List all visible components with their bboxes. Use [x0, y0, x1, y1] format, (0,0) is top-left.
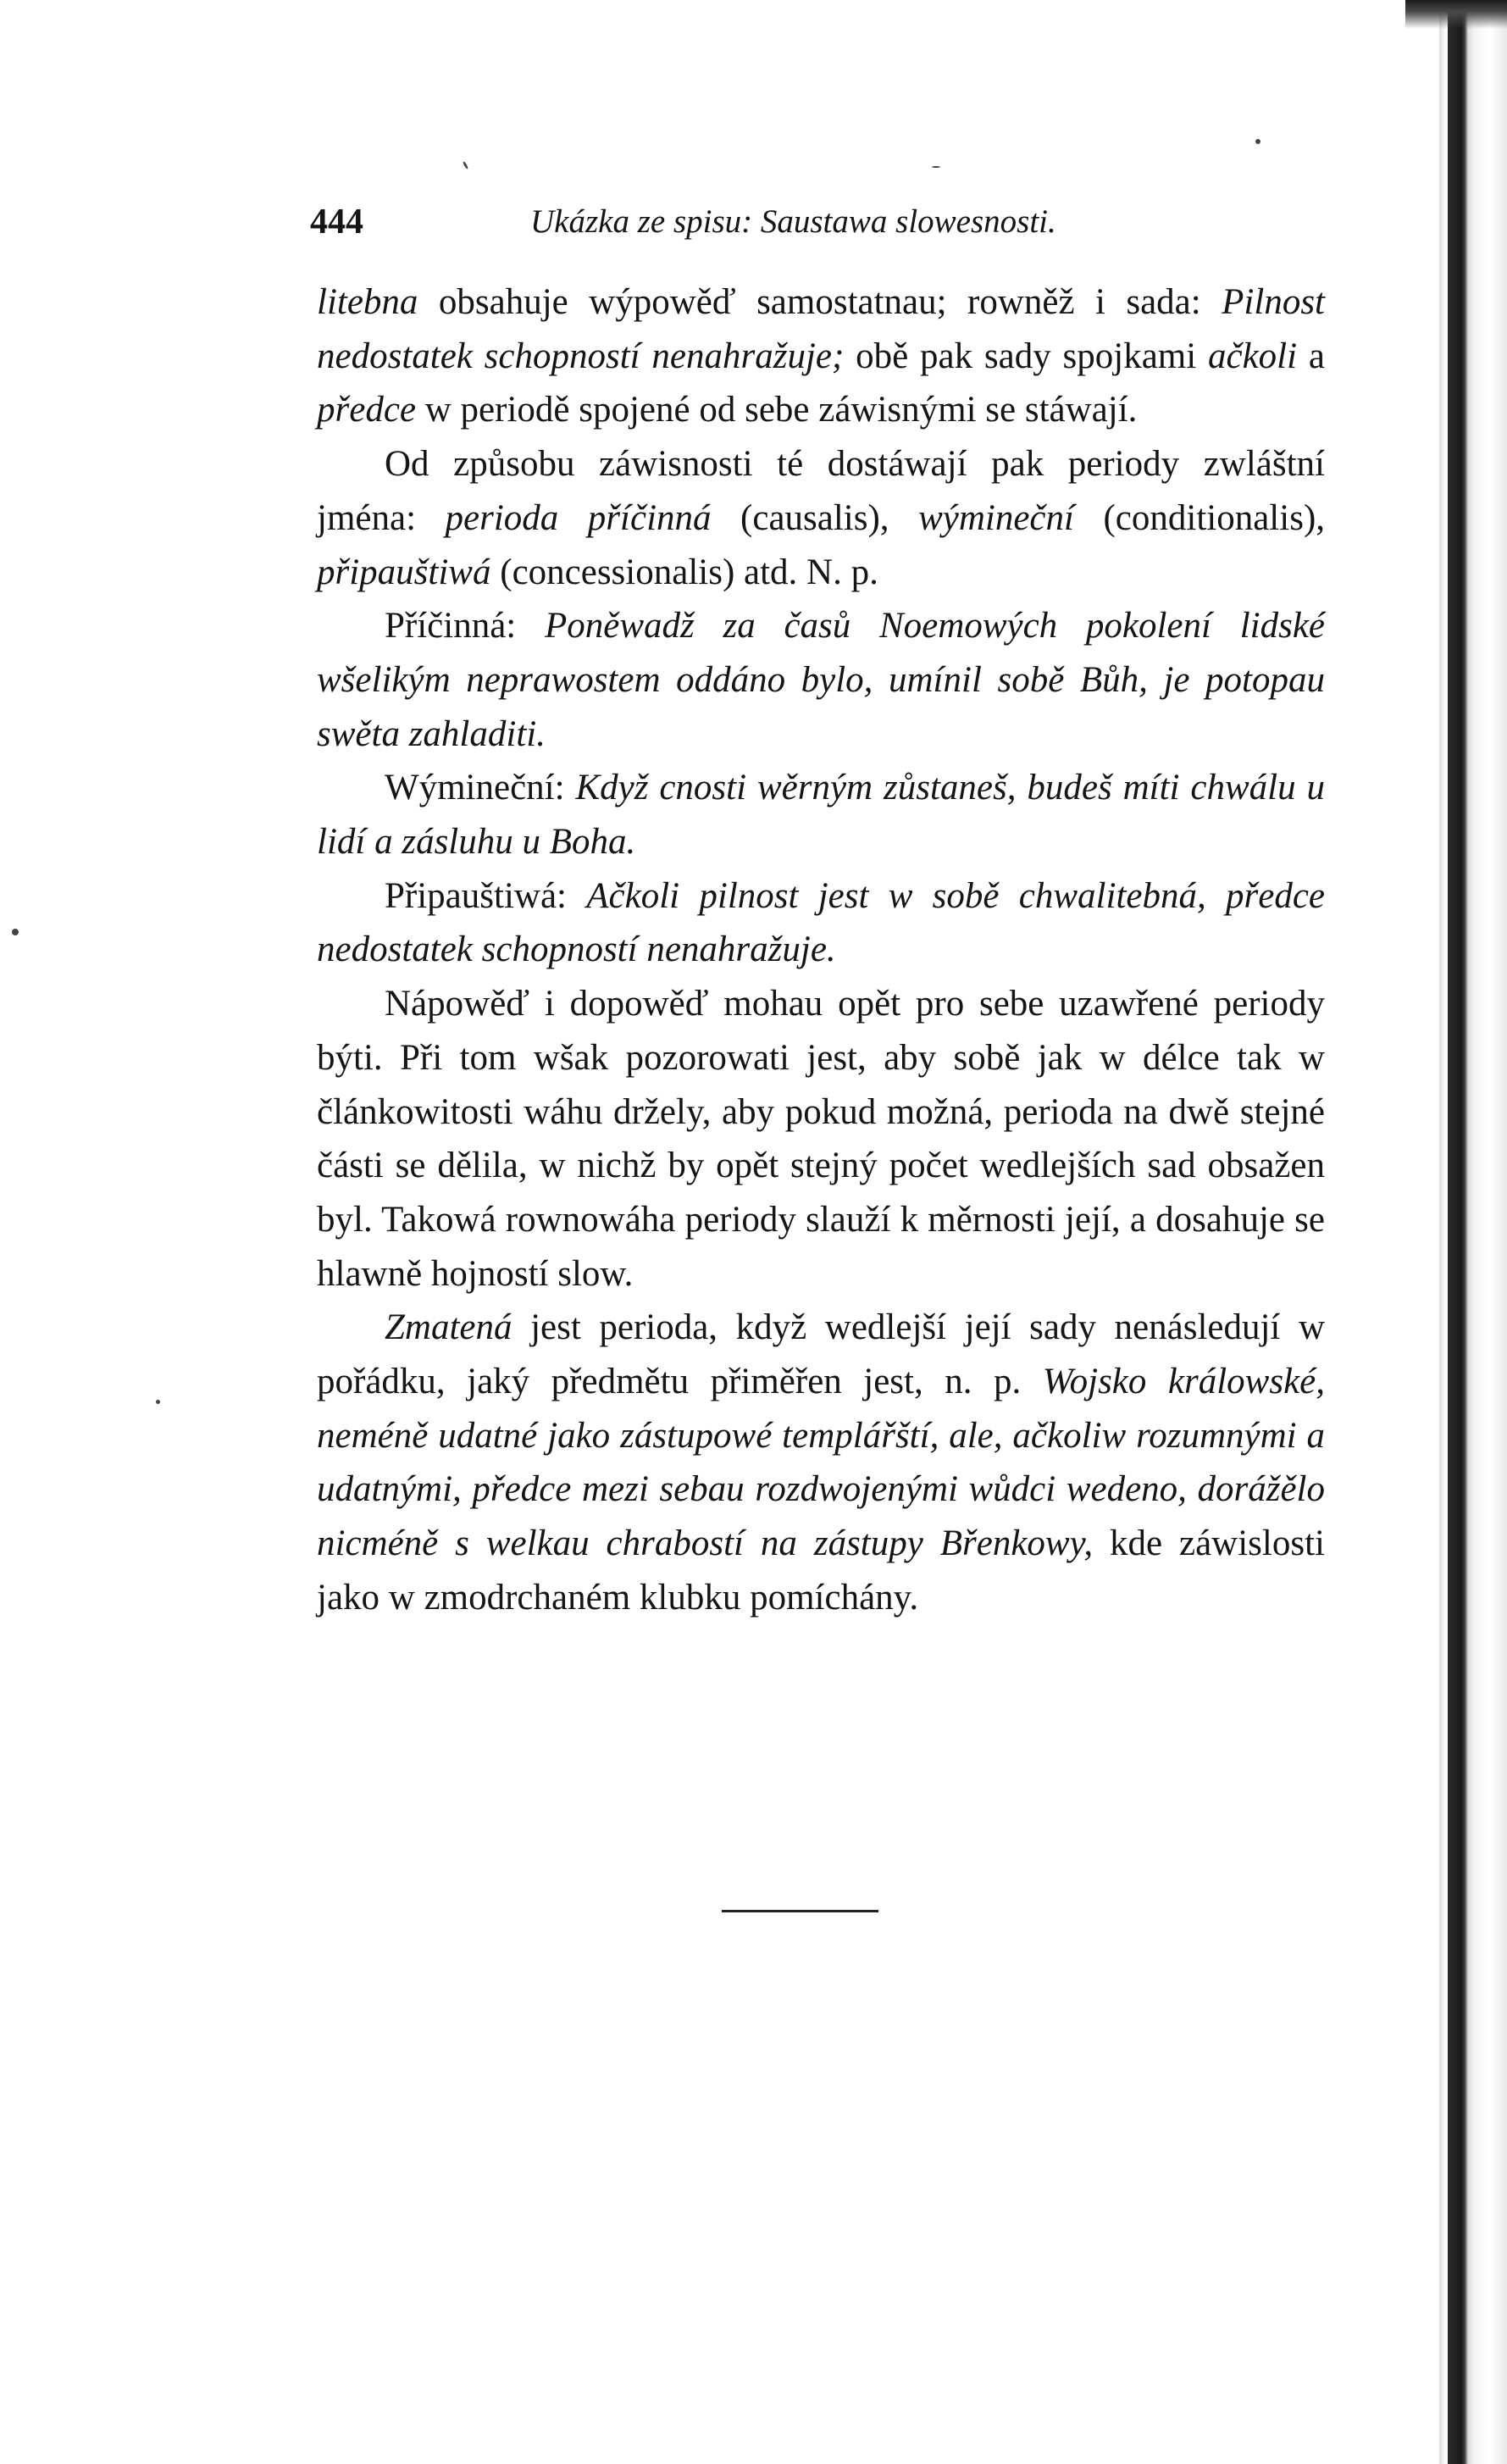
italic-run: litebna	[317, 282, 418, 322]
print-speck	[463, 161, 469, 169]
running-head	[310, 197, 1327, 247]
paragraph-7-zmatena	[317, 1301, 1325, 1624]
print-speck	[12, 929, 19, 935]
italic-run: připauštiwá	[317, 552, 491, 592]
italic-run: Wojsko králowské, neméně udatné jako zástupowé templářští, ale, ačkoliw rozumnými a udatnými, předce mezi sebau rozdwojenými wůdci wedeno, dorážělo nicméně s welkau chrabostí na zástupy Břenkowy,	[317, 1362, 1325, 1564]
print-speck	[932, 166, 940, 168]
closing-rule	[722, 1910, 878, 1912]
text-run: (concessionalis) atd. N. p.	[490, 552, 878, 592]
text-run: kde záwislosti jako w zmodrchaném klubku pomíchány.	[317, 1523, 1325, 1618]
text-run: Příčinná:	[385, 606, 545, 647]
text-run: w periodě spojené od sebe záwisnými se stáwají.	[416, 390, 1138, 430]
page-number: 444	[310, 203, 363, 241]
print-speck	[156, 1400, 160, 1404]
text-run: Připauštiwá:	[385, 875, 587, 916]
text-run: Wýmineční:	[385, 768, 576, 808]
italic-run: ačkoli	[1208, 336, 1298, 376]
text-run: obě pak sady spojkami	[844, 336, 1209, 376]
italic-run: Ačkoli pilnost jest w sobě chwalitebná, předce nedostatek schopností nenahražuje.	[317, 875, 1325, 970]
paragraph-4-wyminecni	[317, 761, 1325, 869]
text-run: (causalis),	[711, 497, 919, 538]
paragraph-3-pricinna	[317, 599, 1325, 761]
print-speck	[1255, 139, 1260, 144]
paragraph-2	[317, 437, 1325, 599]
paragraph-1	[317, 275, 1325, 437]
text-run: Od způsobu záwisnosti té dostáwají pak periody zwláštní jména:	[317, 444, 1325, 538]
text-run: jest perioda, když wedlejší její sady nenásledují w pořádku, jaký předmětu přiměřen jest, n. p.	[317, 1307, 1325, 1402]
italic-run: perioda příčinná	[445, 497, 712, 538]
italic-run: Pilnost nedostatek schopností nenahražuje;	[317, 282, 1325, 376]
running-head-title: Ukázka ze spisu: Saustawa slowesnosti.	[530, 203, 1056, 240]
body-text	[317, 275, 1325, 1625]
paragraph-6	[317, 977, 1325, 1301]
italic-run: Poněwadž za časů Noemowých pokolení lidské wšelikým neprawostem oddáno bylo, umínil sobě Bůh, je potopau swěta zahladiti.	[317, 606, 1325, 754]
paragraph-5-pripaustiwa	[317, 869, 1325, 977]
italic-run: Když cnosti wěrným zůstaneš, budeš míti chwálu u lidí a zásluhu u Boha.	[317, 768, 1326, 863]
text-run: a	[1297, 336, 1325, 376]
text-run: Nápowěď i dopowěď mohau opět pro sebe uzawřené periody býti. Při tom wšak pozorowati jest, aby sobě jak w délce tak w článkowitosti wáhu držely, aby pokud možná, perioda na dwě stejné části se dělila, w nichž by opět stejný počet wedlejších sad obsažen byl. Takowá rownowáha periody slauží k měrnosti její, a dosahuje se hlawně hojností slow.	[317, 984, 1325, 1294]
italic-run: wýmineční	[918, 497, 1074, 538]
italic-run: předce	[317, 390, 416, 430]
page-edge	[1439, 0, 1507, 2464]
italic-run: Zmatená	[385, 1307, 512, 1348]
text-run: (conditionalis),	[1073, 497, 1326, 538]
text-run: obsahuje wýpowěď samostatnau; rowněž i sada:	[418, 282, 1222, 322]
page-edge-corner	[1405, 0, 1507, 29]
